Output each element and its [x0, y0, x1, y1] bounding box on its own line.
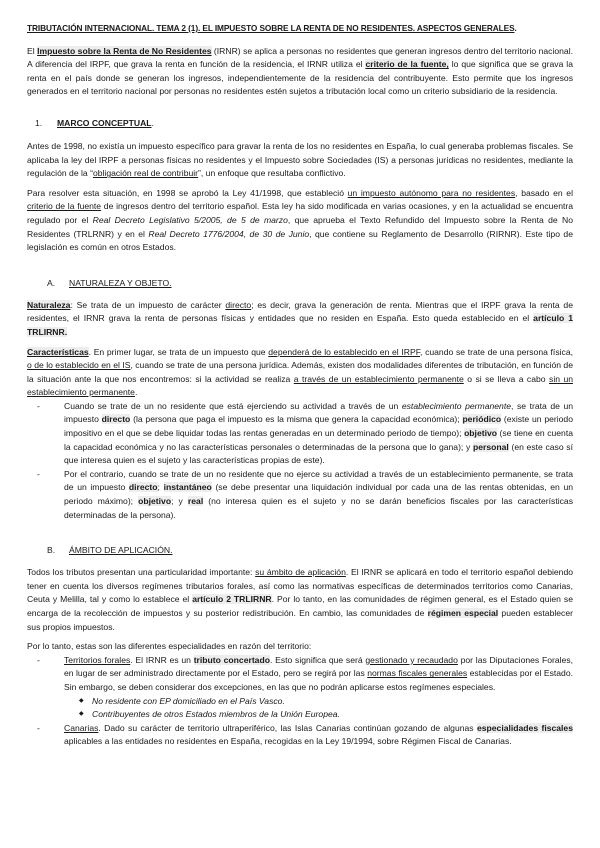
- underlined-term: sin un establecimiento permanente: [27, 373, 573, 398]
- text-run: . Dado su carácter de territorio ultraperiférico, las Islas Canarias continúan gozando de algunas: [98, 722, 477, 733]
- text-run: ; es decir, grava la generación de renta. Mientras que el IRPF grava la renta de residentes, el IRNR grava la renta de personas físicas y entidades que no residen en España. Esto queda establecido en el: [27, 299, 573, 324]
- italic-law: Real Decreto 1776/2004, de 30 de Junio: [148, 228, 310, 239]
- title-end: .: [514, 23, 517, 33]
- text-run: : Se trata de un impuesto de carácter: [70, 299, 226, 310]
- text-run: Todos los tributos presentan una particularidad importante:: [27, 567, 256, 578]
- text-run: Por el contrario, cuando se trate de un no residente que no ejerce su actividad a través de un establecimiento permanente, se trata de un impuesto: [64, 468, 573, 493]
- list-item: [61, 468, 573, 522]
- underlined-term: un impuesto autónomo para no residentes: [347, 187, 516, 198]
- text-run: ; y: [171, 496, 188, 507]
- exceptions-list: [64, 695, 573, 722]
- text-run: (en este caso sí que interesa quien es el sujeto y las características propias de este).: [64, 441, 573, 466]
- list-item: [61, 722, 573, 749]
- ambito-paragraph-2: Por lo tanto, estas son las diferentes especialidades en razón del territorio:: [27, 641, 312, 652]
- italic-law: Real Decreto Legislativo 5/2005, de 5 de marzo: [92, 214, 288, 225]
- bold-term: personal: [472, 441, 509, 452]
- list-item: [61, 400, 573, 468]
- underlined-term: normas fiscales generales: [367, 668, 468, 679]
- text-run: de ingresos dentro del territorio español. Esta ley ha sido modificada en varias ocasiones, y en la actualidad se encuentra regulado por el: [27, 201, 574, 225]
- text-run: por las Diputaciones Forales, en lugar de ser administrado directamente por el Estado, pero se regirá por las: [64, 654, 574, 679]
- document-title: [27, 22, 573, 36]
- underlined-term: directo: [225, 299, 252, 310]
- text-run: , cuando se trate de una persona física,: [420, 346, 573, 357]
- text-run: (se tiene en cuenta la capacidad económica y no las características personales o determinadas de la persona que lo gana); y: [64, 428, 573, 452]
- text-run: Antes de 1998, no existía un impuesto específico para gravar la renta de los no residentes en España, lo cual generaba problemas fiscales. Se aplicaba la ley del IRPF a personas físicas no residentes y el Impuesto sobre Sociedades (IS) a personas jurídicas no residentes, mediante la regulación de la “: [27, 140, 573, 179]
- caracteristicas-paragraph: [27, 346, 573, 400]
- underlined-term: gestionado y recaudado: [365, 654, 458, 665]
- bold-term: régimen especial: [427, 608, 499, 618]
- title-text: TRIBUTACIÓN INTERNACIONAL. TEMA 2 (1). EL IMPUESTO SOBRE LA RENTA DE NO RESIDENTES. ASPECTOS GENERALES: [27, 23, 515, 33]
- bold-term: artículo 1 TRLIRNR.: [27, 313, 573, 337]
- text-run: . El IRNR se aplicará en todo el territorio español debiendo tener en cuenta los diversos regímenes tributarios forales, así como las normativas específicas de determinados territorios como Canarias, Ceuta y Melilla, tal y como lo establece el: [27, 567, 574, 605]
- text-run: .: [134, 387, 138, 398]
- marco-paragraph-2: [27, 187, 573, 255]
- sub-list-item: ◆ No residente con EP domiciliado en el País Vasco.: [92, 695, 573, 709]
- underlined-term: Canarias: [64, 722, 99, 733]
- italic-term: establecimiento permanente: [401, 400, 511, 411]
- sub-list-item: ◆ Contribuyentes de otros Estados miembros de la Unión Europea.: [92, 708, 573, 722]
- text-run: establecidas por el Estado. Sin embargo, se deben considerar dos excepciones, en las que no podrán aplicarse estos regímenes especiales.: [64, 668, 573, 692]
- bold-term: Características: [27, 346, 89, 357]
- text-run: . El IRNR es un: [130, 654, 194, 665]
- text-run: ”, un enfoque que resultaba conflictivo.: [198, 168, 346, 179]
- text-run: . Esto significa que será: [269, 654, 366, 665]
- text-run: pueden establecer sus propios impuestos.: [27, 608, 573, 632]
- ambito-paragraph-1: [27, 566, 573, 634]
- section-number: 1.: [35, 117, 43, 128]
- underlined-term: a través de un establecimiento permanente: [293, 373, 464, 384]
- text-run: ;: [157, 482, 164, 493]
- especialidades-list: [27, 654, 573, 749]
- bold-term: directo: [128, 482, 158, 493]
- bold-term: objetivo: [464, 428, 498, 439]
- underlined-term: o de lo establecido en el IS: [27, 360, 131, 371]
- text-run: Para resolver esta situación, en 1998 se aprobó la Ley 41/1998, que estableció: [27, 187, 348, 198]
- underlined-term: obligación real de contribuir: [92, 168, 199, 179]
- text-run: (la persona que paga el impuesto es la misma que genera la capacidad económica);: [130, 414, 463, 425]
- text-run: (IRNR) se aplica a personas no residentes que generan ingresos dentro del territorio nacional. A diferencia del IRPF, que grava la renta en función de la residencia, el IRNR utiliza el: [27, 45, 573, 70]
- text-run: , se trata de un impuesto: [64, 400, 574, 425]
- section-label: MARCO CONCEPTUAL: [57, 117, 152, 128]
- list-item: [61, 654, 573, 722]
- irnr-term: Impuesto sobre la Renta de No Residentes: [37, 45, 212, 56]
- section-label-end: .: [151, 117, 154, 128]
- intro-paragraph: [27, 45, 573, 99]
- criterio-fuente-term: criterio de la fuente,: [365, 59, 449, 70]
- text-run: (se debe presentar una liquidación individual por cada una de las rentas obtenidas, en un periodo máximo);: [64, 482, 574, 507]
- text-run: . En primer lugar, se trata de un impuesto que: [88, 346, 269, 357]
- text-run: (existe un periodo impositivo en el que se debe liquidar todas las rentas generadas en un determinado periodo de tiempo);: [64, 414, 573, 439]
- text-run: lo que significa que se grava la renta en el país donde se generan los ingresos, independientemente de la residencia del contribuyente. Esto permite que los ingresos generados en el territorio nacional por personas no residentes estén sujetos a tributación local como un criterio subsidiario de la residencia.: [27, 59, 573, 97]
- text-run: , que contiene su Reglamento de Desarrollo (RIRNR). Este tipo de legislación es común en otros Estados.: [27, 228, 573, 253]
- section-letter: A.: [47, 277, 56, 288]
- section-letter: B.: [47, 545, 56, 556]
- caracteristicas-list: [27, 400, 573, 522]
- text-run: El: [27, 45, 38, 56]
- underlined-term: dependerá de lo establecido en el IRPF: [268, 346, 421, 357]
- bold-term: objetivo: [138, 496, 172, 507]
- section-1-heading: [27, 117, 573, 130]
- underlined-term: criterio de la fuente: [27, 201, 102, 212]
- section-b-heading: [27, 544, 573, 557]
- text-run: Cuando se trate de un no residente que está ejerciendo su actividad a través de un: [64, 400, 402, 411]
- text-run: , cuando se trate de una persona jurídica. Además, existen dos modalidades diferentes de tributación, en función de la situación ante la que nos encontremos: si la actividad se realiza: [27, 360, 573, 384]
- text-run: o si se lleva a cabo: [463, 373, 550, 384]
- underlined-term: Territorios forales: [64, 654, 131, 665]
- text-run: . Por lo tanto, en las comunidades de régimen general, es el Estado quien se encarga de la recolección de impuestos y su posterior redistribución. En cambio, las comunidades de: [27, 594, 573, 618]
- text-run: (no interesa quien es el sujeto y no se darán beneficios fiscales por las características determinadas de la persona).: [64, 496, 573, 520]
- underlined-term: su ámbito de aplicación: [255, 567, 346, 578]
- section-a-heading: [27, 277, 573, 290]
- bold-term: periódico: [462, 414, 502, 425]
- bold-term: instantáneo: [163, 482, 212, 493]
- bold-term: especialidades fiscales: [476, 722, 573, 733]
- text-run: aplicables a las entidades no residentes en España, recogidas en la Ley 19/1994, sobre Régimen Fiscal de Canarias.: [64, 736, 512, 747]
- bold-term: real: [187, 496, 204, 507]
- marco-paragraph-1: [27, 140, 573, 181]
- section-label: ÁMBITO DE APLICACIÓN.: [69, 545, 173, 556]
- naturaleza-paragraph: [27, 299, 573, 340]
- bold-term: directo: [101, 414, 131, 425]
- text-run: , que aprueba el Texto Refundido del Impuesto sobre la Renta de No Residentes (TRLRNR) y en el: [27, 214, 574, 239]
- bold-term: tributo concertado: [193, 654, 270, 665]
- section-label: NATURALEZA Y OBJETO.: [69, 277, 172, 288]
- bold-term: artículo 2 TRLIRNR: [192, 594, 272, 605]
- bold-term: Naturaleza: [27, 299, 71, 310]
- text-run: , basado en el: [515, 187, 573, 198]
